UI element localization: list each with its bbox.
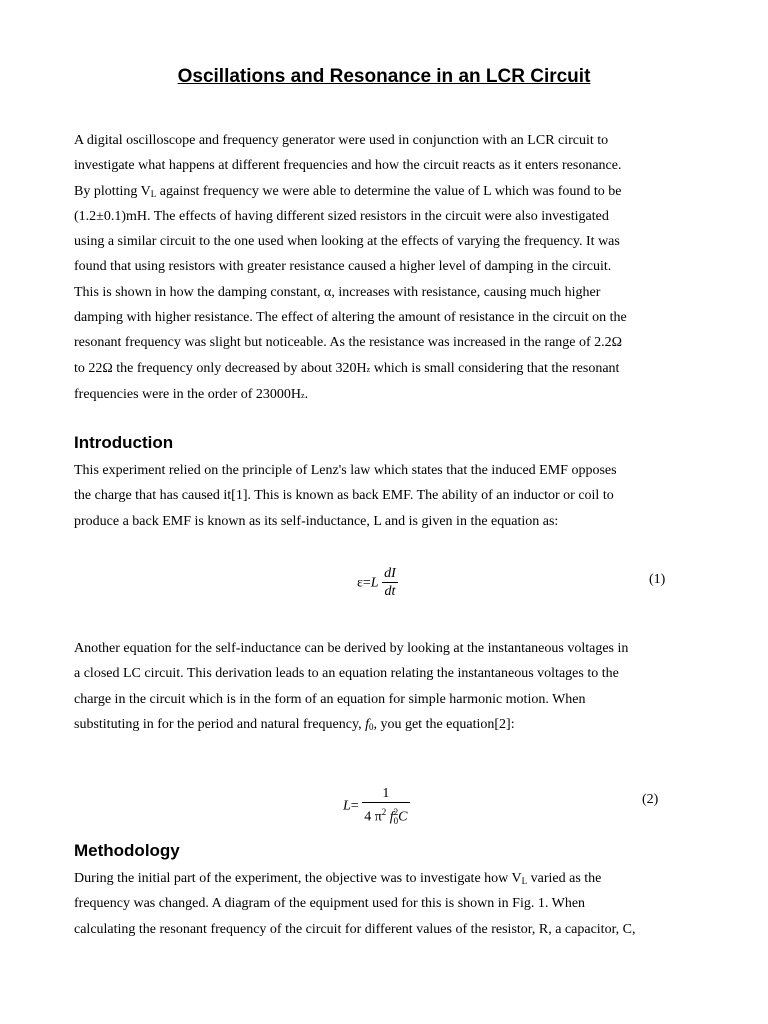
methodology-paragraph	[74, 866, 694, 942]
equation-1-number: (1)	[649, 572, 666, 587]
abstract-paragraph	[74, 128, 694, 408]
page-title: Oscillations and Resonance in an LCR Circuit	[177, 66, 591, 87]
text-line: using a similar circuit to the one used when looking at the effects of varying the frequency. It was	[74, 234, 620, 250]
text-line: to 22Ω the frequency only decreased by about 320Hz which is small considering that the resonant	[74, 360, 620, 376]
text-line: substituting in for the period and natural frequency, $f_0$, you get the equation[2]:	[74, 716, 515, 732]
introduction-paragraph-1	[74, 458, 694, 534]
text-line: investigate what happens at different frequencies and how the circuit reacts as it enters resonance.	[74, 158, 622, 174]
equation-1: ε=L $\frac{dI}{dt}$	[357, 566, 396, 599]
equation-2: L= 1 4 $\pi^2$ f 2 0 C	[343, 786, 408, 827]
text-line: charge in the circuit which is in the form of an equation for simple harmonic motion. When	[74, 691, 586, 707]
text-line: frequency was changed. A diagram of the equipment used for this is shown in Fig. 1. When	[74, 896, 586, 912]
introduction-paragraph-2	[74, 636, 694, 737]
text-line: During the initial part of the experiment, the objective was to investigate how $V_L$ varied as the	[74, 871, 602, 886]
text-line: the charge that has caused it[1]. This is known as back EMF. The ability of an inductor or coil to	[74, 488, 614, 504]
text-line: resonant frequency was slight but noticeable. As the resistance was increased in the range of 2.2Ω	[74, 335, 623, 351]
methodology-heading: Methodology	[74, 841, 180, 860]
text-line: found that using resistors with greater resistance caused a higher level of damping in the circuit.	[74, 259, 612, 275]
text-line: This experiment relied on the principle of Lenz's law which states that the induced EMF opposes	[74, 463, 617, 478]
text-line: produce a back EMF is known as its self-inductance, L and is given in the equation as:	[74, 513, 559, 529]
text-line: (1.2±0.1)mH. The effects of having different sized resistors in the circuit were also investigated	[74, 208, 609, 224]
text-line: A digital oscilloscope and frequency generator were used in conjunction with an LCR circuit to	[74, 133, 609, 148]
text-line: damping with higher resistance. The effect of altering the amount of resistance in the circuit on the	[74, 310, 627, 326]
text-line: frequencies were in the order of 23000Hz.	[74, 386, 309, 402]
text-line: This is shown in how the damping constant, α, increases with resistance, causing much higher	[74, 284, 601, 300]
text-line: Another equation for the self-inductance can be derived by looking at the instantaneous voltages in	[74, 641, 629, 656]
equation-2-number: (2)	[642, 792, 659, 807]
introduction-heading: Introduction	[74, 433, 174, 452]
text-line: a closed LC circuit. This derivation leads to an equation relating the instantaneous voltages to the	[74, 666, 619, 682]
text-line: By plotting $V_L$ against frequency we were able to determine the value of L which was found to be	[74, 183, 622, 199]
text-line: calculating the resonant frequency of the circuit for different values of the resistor, R, a capacitor, C,	[74, 921, 636, 937]
